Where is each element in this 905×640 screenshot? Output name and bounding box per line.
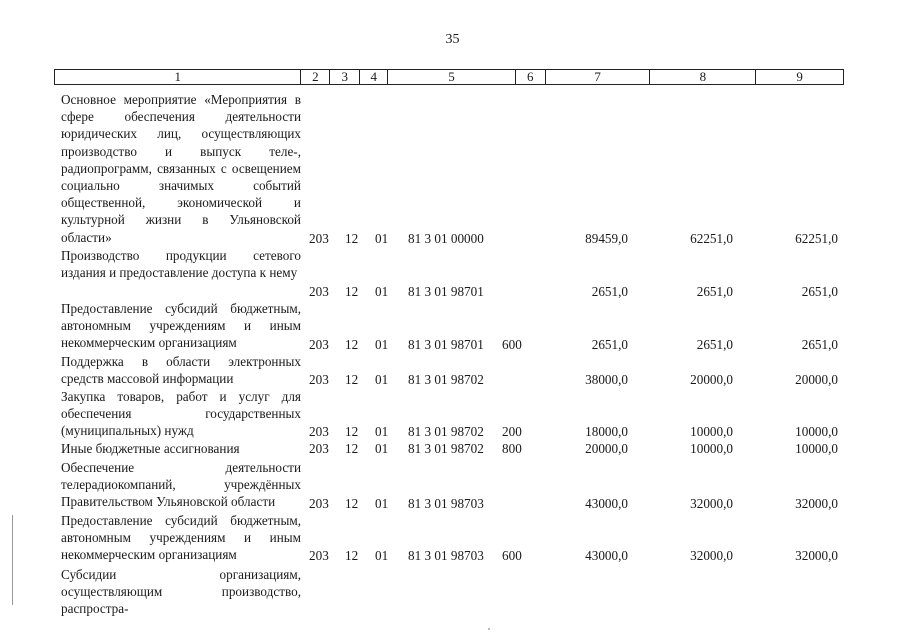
cell-col-4: 01 xyxy=(375,337,389,352)
row-name: Закупка товаров, работ и услуг для обеспечения государственных (муниципальных) нужд xyxy=(61,389,301,439)
cell-col-4: 01 xyxy=(375,496,389,511)
cell-col-8: 2651,0 xyxy=(696,337,733,352)
cell-col-3: 12 xyxy=(345,231,359,246)
cell-col-4: 01 xyxy=(375,372,389,387)
cell-col-3: 12 xyxy=(345,284,359,299)
cell-col-9: 10000,0 xyxy=(795,424,838,439)
cell-col-6: 200 xyxy=(502,424,522,439)
cell-col-2: 203 xyxy=(309,337,329,352)
cell-col-9: 10000,0 xyxy=(795,441,838,456)
header-col-5: 5 xyxy=(388,70,516,84)
table-row xyxy=(0,247,905,300)
row-name: Иные бюджетные ассигнования xyxy=(61,441,240,456)
header-col-7: 7 xyxy=(546,70,651,84)
header-col-1: 1 xyxy=(55,70,301,84)
table-row xyxy=(0,512,905,564)
cell-col-3: 12 xyxy=(345,372,359,387)
cell-col-8: 2651,0 xyxy=(696,284,733,299)
row-name: Обеспечение деятельности телерадиокомпаний, учреждённых Правительством Ульяновской области xyxy=(61,460,301,510)
header-col-6: 6 xyxy=(516,70,546,84)
cell-col-7: 2651,0 xyxy=(591,284,628,299)
cell-col-3: 12 xyxy=(345,496,359,511)
table-row xyxy=(0,300,905,353)
header-col-3: 3 xyxy=(330,70,360,84)
cell-col-8: 10000,0 xyxy=(690,441,733,456)
cell-col-9: 32000,0 xyxy=(795,496,838,511)
row-name: Субсидии организациям, осуществляющим производство, распростра- xyxy=(61,567,301,617)
cell-col-9: 2651,0 xyxy=(801,284,838,299)
cell-col-2: 203 xyxy=(309,372,329,387)
scan-dot xyxy=(488,628,490,630)
table-body xyxy=(0,91,905,617)
cell-col-5: 81 3 01 00000 xyxy=(408,231,484,246)
row-values xyxy=(0,336,905,353)
cell-col-6: 600 xyxy=(502,337,522,352)
row-name: Поддержка в области электронных средств массовой информации xyxy=(61,354,301,387)
cell-col-7: 89459,0 xyxy=(585,231,628,246)
cell-col-8: 32000,0 xyxy=(690,496,733,511)
row-name: Основное мероприятие «Мероприятия в сфере обеспечения деятельности юридических лиц, осуществляющих производство и выпуск теле-, радиопрограмм, связанных с освещением социально значимых событий общественной, экономической и культурной жизни в Ульяновской области» xyxy=(61,92,301,245)
cell-col-7: 43000,0 xyxy=(585,496,628,511)
cell-col-7: 43000,0 xyxy=(585,548,628,563)
header-col-2: 2 xyxy=(301,70,330,84)
cell-col-9: 62251,0 xyxy=(795,231,838,246)
cell-col-8: 20000,0 xyxy=(690,372,733,387)
cell-col-2: 203 xyxy=(309,548,329,563)
table-row xyxy=(0,91,905,247)
page-number: 35 xyxy=(445,32,460,47)
cell-col-9: 20000,0 xyxy=(795,372,838,387)
cell-col-7: 38000,0 xyxy=(585,372,628,387)
cell-col-3: 12 xyxy=(345,337,359,352)
cell-col-2: 203 xyxy=(309,231,329,246)
cell-col-5: 81 3 01 98703 xyxy=(408,548,484,563)
cell-col-8: 32000,0 xyxy=(690,548,733,563)
table-row xyxy=(0,353,905,388)
cell-col-4: 01 xyxy=(375,424,389,439)
table-row xyxy=(0,457,905,512)
cell-col-9: 32000,0 xyxy=(795,548,838,563)
table-row xyxy=(0,440,905,457)
scan-margin-line xyxy=(12,515,13,605)
cell-col-5: 81 3 01 98701 xyxy=(408,337,484,352)
cell-col-5: 81 3 01 98701 xyxy=(408,284,484,299)
row-values xyxy=(0,547,905,564)
cell-col-7: 20000,0 xyxy=(585,441,628,456)
cell-col-2: 203 xyxy=(309,441,329,456)
cell-col-5: 81 3 01 98702 xyxy=(408,372,484,387)
header-col-4: 4 xyxy=(360,70,388,84)
cell-col-2: 203 xyxy=(309,424,329,439)
row-values xyxy=(0,371,905,388)
row-values xyxy=(0,495,905,512)
cell-col-4: 01 xyxy=(375,231,389,246)
cell-col-6: 600 xyxy=(502,548,522,563)
row-values xyxy=(0,423,905,440)
row-values xyxy=(0,230,905,247)
cell-col-8: 62251,0 xyxy=(690,231,733,246)
cell-col-5: 81 3 01 98703 xyxy=(408,496,484,511)
header-col-9: 9 xyxy=(796,69,803,84)
cell-col-4: 01 xyxy=(375,284,389,299)
cell-col-5: 81 3 01 98702 xyxy=(408,441,484,456)
row-name: Производство продукции сетевого издания и предоставление доступа к нему xyxy=(61,248,301,281)
table-row xyxy=(0,564,905,617)
row-values xyxy=(0,440,905,457)
cell-col-6: 800 xyxy=(502,441,522,456)
cell-col-2: 203 xyxy=(309,284,329,299)
cell-col-3: 12 xyxy=(345,424,359,439)
row-name: Предоставление субсидий бюджетным, автономным учреждениям и иным некоммерческим организациям xyxy=(61,301,301,351)
cell-col-4: 01 xyxy=(375,548,389,563)
cell-col-7: 2651,0 xyxy=(591,337,628,352)
table-header xyxy=(54,69,844,85)
cell-col-3: 12 xyxy=(345,441,359,456)
cell-col-7: 18000,0 xyxy=(585,424,628,439)
cell-col-3: 12 xyxy=(345,548,359,563)
cell-col-4: 01 xyxy=(375,441,389,456)
row-values xyxy=(0,283,905,300)
table-row xyxy=(0,388,905,440)
header-col-8: 8 xyxy=(650,70,756,84)
cell-col-9: 2651,0 xyxy=(801,337,838,352)
cell-col-2: 203 xyxy=(309,496,329,511)
cell-col-8: 10000,0 xyxy=(690,424,733,439)
row-name: Предоставление субсидий бюджетным, автономным учреждениям и иным некоммерческим организациям xyxy=(61,513,301,563)
cell-col-5: 81 3 01 98702 xyxy=(408,424,484,439)
